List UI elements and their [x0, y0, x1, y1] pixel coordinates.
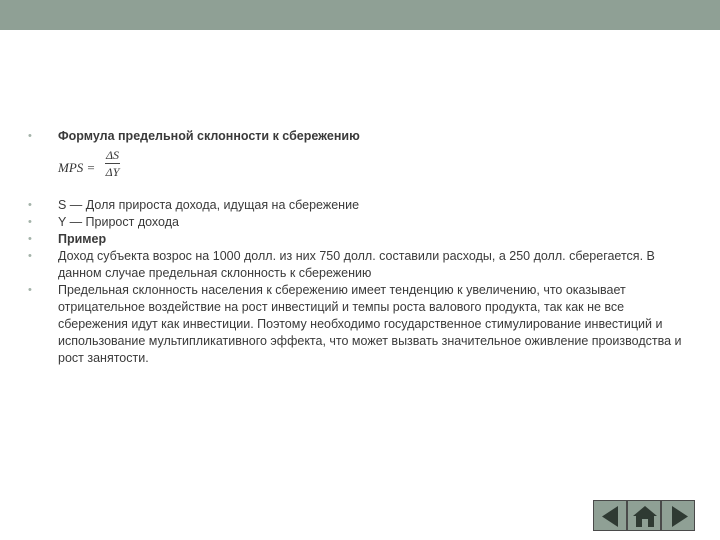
- top-bar: [0, 0, 720, 30]
- arrow-right-icon: [662, 501, 696, 532]
- list-item: [28, 248, 683, 282]
- list-item: [28, 214, 683, 231]
- bullet-text: Доход субъекта возрос на 1000 долл. из них 750 долл. составили расходы, а 250 долл. сберегается. В данном случае предельная склонность к сбережению: [58, 249, 655, 280]
- bullet-icon: •: [28, 199, 32, 211]
- bullet-text: Y — Прирост дохода: [58, 215, 179, 229]
- list-item: [28, 128, 683, 145]
- formula-fraction: [105, 148, 120, 179]
- bullet-icon: •: [28, 216, 32, 228]
- next-slide-button[interactable]: [661, 500, 695, 531]
- bullet-text: Пример: [58, 232, 107, 246]
- mps-formula: [28, 149, 683, 191]
- formula-numerator: ΔS: [106, 148, 120, 162]
- bullet-text: Формула предельной склонности к сбережению: [58, 129, 360, 143]
- list-item: [28, 282, 683, 367]
- bullet-text: S — Доля прироста дохода, идущая на сбережение: [58, 198, 360, 212]
- bullet-icon: •: [28, 284, 32, 296]
- list-item: [28, 231, 683, 248]
- previous-slide-button[interactable]: [593, 500, 627, 531]
- formula-left-side: MPS =: [58, 160, 96, 175]
- bullet-icon: •: [28, 233, 32, 245]
- arrow-left-icon: [594, 501, 628, 532]
- formula-denominator: ΔY: [105, 165, 120, 179]
- home-button[interactable]: [627, 500, 661, 531]
- slide-content: [28, 128, 683, 367]
- home-icon: [628, 501, 662, 532]
- bullet-icon: •: [28, 130, 32, 142]
- slide-navigation: [593, 500, 695, 531]
- bullet-text: Предельная склонность населения к сбережению имеет тенденцию к увеличению, что оказывает отрицательное воздействие на рост инвестиций и темпы роста валового продукта, так как не все сбережения идут как инвестиции. Поэтому необходимо государственное стимулирование инвестиций и использование мультипликативного эффекта, что может вызвать значительное оживление производства и рост занятости.: [58, 283, 682, 365]
- bullet-icon: •: [28, 250, 32, 262]
- list-item: [28, 197, 683, 214]
